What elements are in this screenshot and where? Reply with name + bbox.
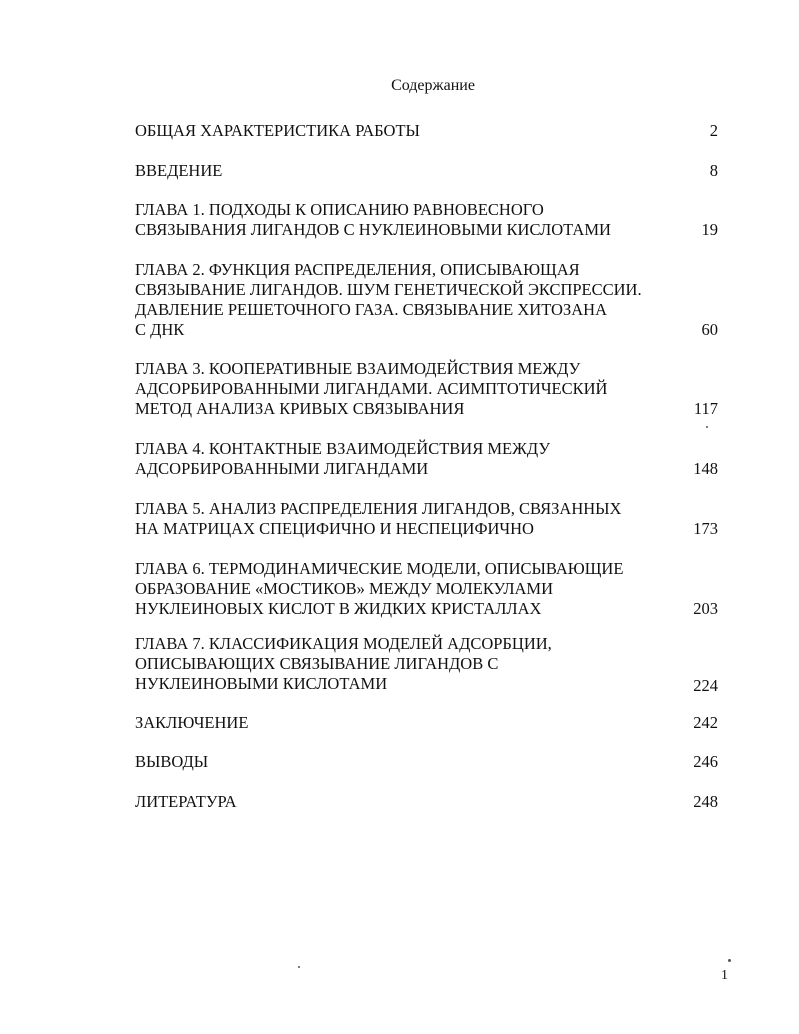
toc-entry-title [135,121,675,141]
toc-page-number: 248 [693,792,718,811]
toc-page-number: 60 [701,320,718,339]
toc-page-number: 8 [709,161,718,180]
toc-title-line: НА МАТРИЦАХ СПЕЦИФИЧНО И НЕСПЕЦИФИЧНО [135,519,534,538]
toc-entry [135,359,718,419]
toc-entry [135,792,718,812]
toc-page-number: 246 [693,752,718,771]
toc-title-line: НУКЛЕИНОВЫХ КИСЛОТ В ЖИДКИХ КРИСТАЛЛАХ [135,599,542,618]
toc-entry [135,121,718,141]
toc-entry [135,439,718,479]
toc-entry-title [135,792,675,812]
toc-entry-title [135,713,675,733]
toc-title-line: МЕТОД АНАЛИЗА КРИВЫХ СВЯЗЫВАНИЯ [135,399,465,418]
toc-title-line: ОПИСЫВАЮЩИХ СВЯЗЫВАНИЕ ЛИГАНДОВ С [135,654,499,673]
toc-entry [135,634,718,694]
toc-title-line: ОБРАЗОВАНИЕ «МОСТИКОВ» МЕЖДУ МОЛЕКУЛАМИ [135,579,554,598]
toc-title-line: ГЛАВА 3. КООПЕРАТИВНЫЕ ВЗАИМОДЕЙСТВИЯ МЕЖДУ [135,359,581,378]
toc-entry [135,499,718,539]
toc-entry [135,200,718,240]
page-number: 1 [721,968,728,983]
toc-title-line: С ДНК [135,320,185,339]
toc-title-line: ДАВЛЕНИЕ РЕШЕТОЧНОГО ГАЗА. СВЯЗЫВАНИЕ ХИТОЗАНА [135,300,607,319]
toc-entry-title [135,559,675,619]
scan-speck [728,959,731,962]
toc-entry-title [135,161,675,181]
toc-page-number: 2 [709,121,718,140]
scan-speck [706,426,708,428]
toc-page-number: 19 [701,220,718,239]
toc-page-number: 148 [693,459,718,478]
toc-entry [135,161,718,181]
toc-title-line: НУКЛЕИНОВЫМИ КИСЛОТАМИ [135,674,388,693]
toc-title-line: ЛИТЕРАТУРА [135,792,237,811]
toc-page-number: 242 [693,713,718,732]
toc-entry-title [135,634,675,694]
toc-entry-title [135,200,675,240]
toc-entry [135,713,718,733]
toc-title-line: ГЛАВА 4. КОНТАКТНЫЕ ВЗАИМОДЕЙСТВИЯ МЕЖДУ [135,439,551,458]
toc-title-line: ГЛАВА 2. ФУНКЦИЯ РАСПРЕДЕЛЕНИЯ, ОПИСЫВАЮЩАЯ [135,260,580,279]
toc-title-line: ЗАКЛЮЧЕНИЕ [135,713,249,732]
toc-entry-title [135,260,675,340]
toc-title-line: ГЛАВА 5. АНАЛИЗ РАСПРЕДЕЛЕНИЯ ЛИГАНДОВ, СВЯЗАННЫХ [135,499,622,518]
toc-title-line: ГЛАВА 6. ТЕРМОДИНАМИЧЕСКИЕ МОДЕЛИ, ОПИСЫВАЮЩИЕ [135,559,624,578]
toc-entry-title [135,752,675,772]
scan-speck [298,966,300,968]
toc-entry [135,260,718,340]
toc-entry-title [135,359,675,419]
toc-title-line: АДСОРБИРОВАННЫМИ ЛИГАНДАМИ. АСИМПТОТИЧЕСКИЙ [135,379,608,398]
toc-title-line: ВВЕДЕНИЕ [135,161,223,180]
toc-page-number: 117 [693,399,718,418]
toc-entry [135,559,718,619]
toc-title-line: ГЛАВА 7. КЛАССИФИКАЦИЯ МОДЕЛЕЙ АДСОРБЦИИ, [135,634,552,653]
toc-page-number: 173 [693,519,718,538]
contents-heading: Содержание [391,77,475,94]
toc-title-line: СВЯЗЫВАНИЕ ЛИГАНДОВ. ШУМ ГЕНЕТИЧЕСКОЙ ЭКСПРЕССИИ. [135,280,642,299]
toc-entry [135,752,718,772]
toc-page-number: 224 [693,676,718,695]
toc-page-number: 203 [693,599,718,618]
toc-entry-title [135,499,675,539]
toc-title-line: ВЫВОДЫ [135,752,209,771]
toc-title-line: ОБЩАЯ ХАРАКТЕРИСТИКА РАБОТЫ [135,121,420,140]
toc-title-line: СВЯЗЫВАНИЯ ЛИГАНДОВ С НУКЛЕИНОВЫМИ КИСЛОТАМИ [135,220,611,239]
toc-entry-title [135,439,675,479]
toc-title-line: ГЛАВА 1. ПОДХОДЫ К ОПИСАНИЮ РАВНОВЕСНОГО [135,200,544,219]
toc-title-line: АДСОРБИРОВАННЫМИ ЛИГАНДАМИ [135,459,429,478]
